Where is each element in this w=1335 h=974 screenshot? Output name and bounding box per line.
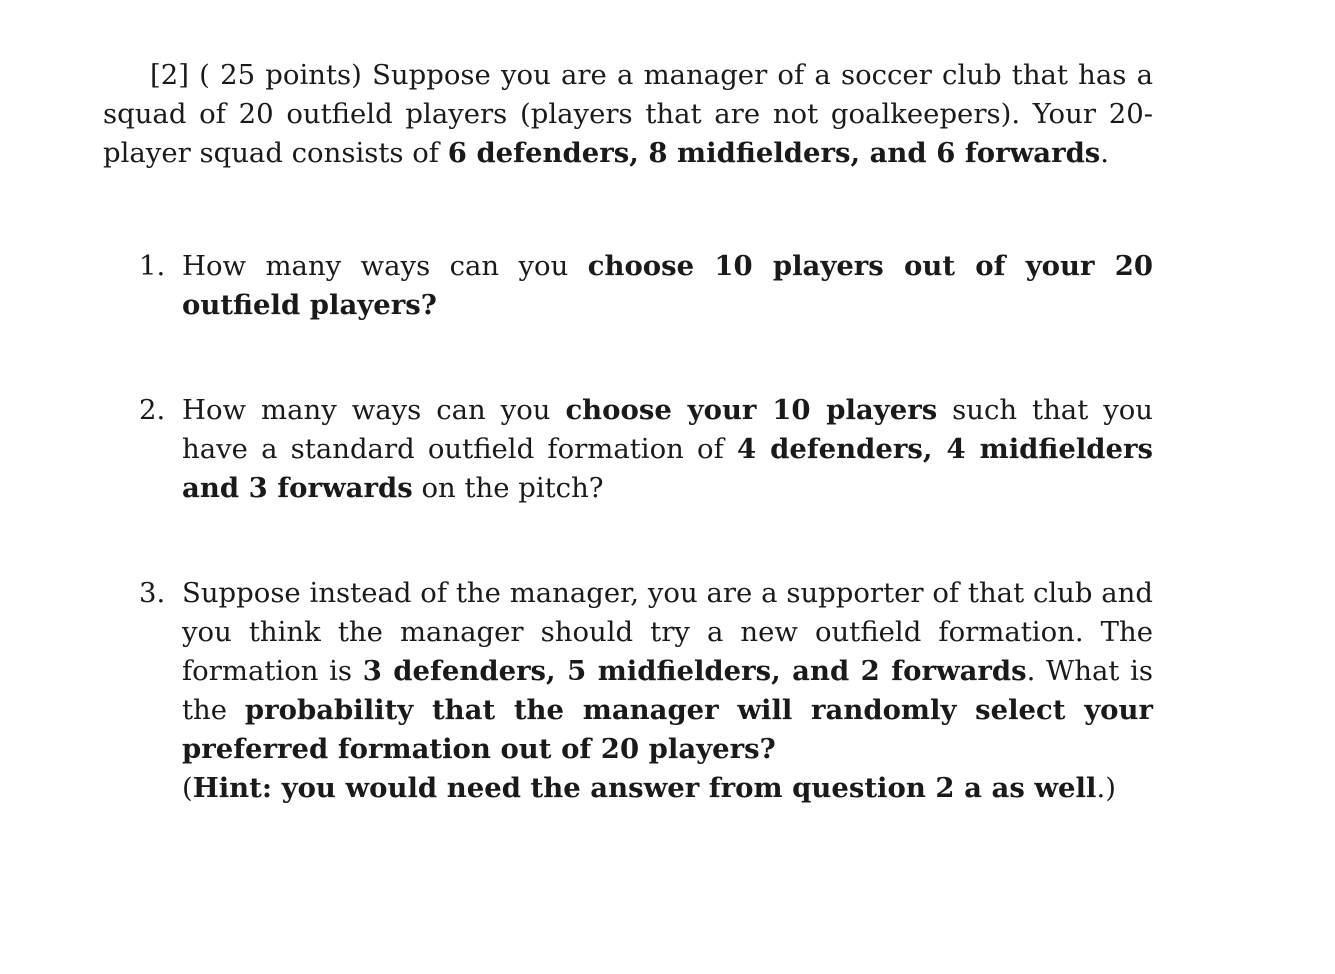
problem-intro bbox=[103, 56, 1153, 173]
question-body bbox=[182, 247, 1153, 325]
question-number: 2. bbox=[139, 394, 166, 426]
question-text: on the pitch? bbox=[421, 472, 604, 504]
intro-text: Suppose you are a manager of a soccer club that has a squad of 20 outfield players (players that are not goalkeepers). Your 20-player squad consists of bbox=[103, 59, 1153, 169]
question-3 bbox=[103, 574, 1153, 808]
question-body bbox=[182, 574, 1153, 808]
problem-label: [2] ( 25 points) bbox=[150, 59, 362, 91]
hint-line bbox=[182, 769, 1153, 808]
question-number: 3. bbox=[139, 577, 166, 609]
question-text: How many ways can you bbox=[182, 394, 551, 426]
question-text: How many ways can you bbox=[182, 250, 569, 282]
question-bold: choose your 10 players bbox=[565, 394, 938, 426]
hint-bold: Hint: you would need the answer from question 2 a as well bbox=[192, 772, 1097, 804]
question-bold: probability that the manager will randomly select your preferred formation out of 20 players? bbox=[182, 694, 1153, 765]
intro-bold: 6 defenders, 8 midfielders, and 6 forwards bbox=[447, 137, 1101, 169]
question-number: 1. bbox=[139, 250, 166, 282]
question-body bbox=[182, 391, 1153, 508]
hint-open: ( bbox=[182, 772, 193, 804]
hint-close: .) bbox=[1096, 772, 1116, 804]
question-text: such that you have a standard outfield formation of bbox=[182, 394, 1153, 465]
question-text: Suppose instead of the manager, you are a supporter of that club and you think the manager should try a new outfield formation. The formation is bbox=[182, 577, 1153, 687]
question-bold: 3 defenders, 5 midfielders, and 2 forwards bbox=[362, 655, 1027, 687]
question-bold: choose 10 players out of your 20 outfield players? bbox=[182, 250, 1153, 321]
question-text: . What is the bbox=[182, 655, 1153, 726]
intro-end: . bbox=[1100, 137, 1110, 169]
question-1 bbox=[103, 247, 1153, 325]
question-bold: 4 defenders, 4 midfielders and 3 forwards bbox=[182, 433, 1153, 504]
question-2 bbox=[103, 391, 1153, 508]
